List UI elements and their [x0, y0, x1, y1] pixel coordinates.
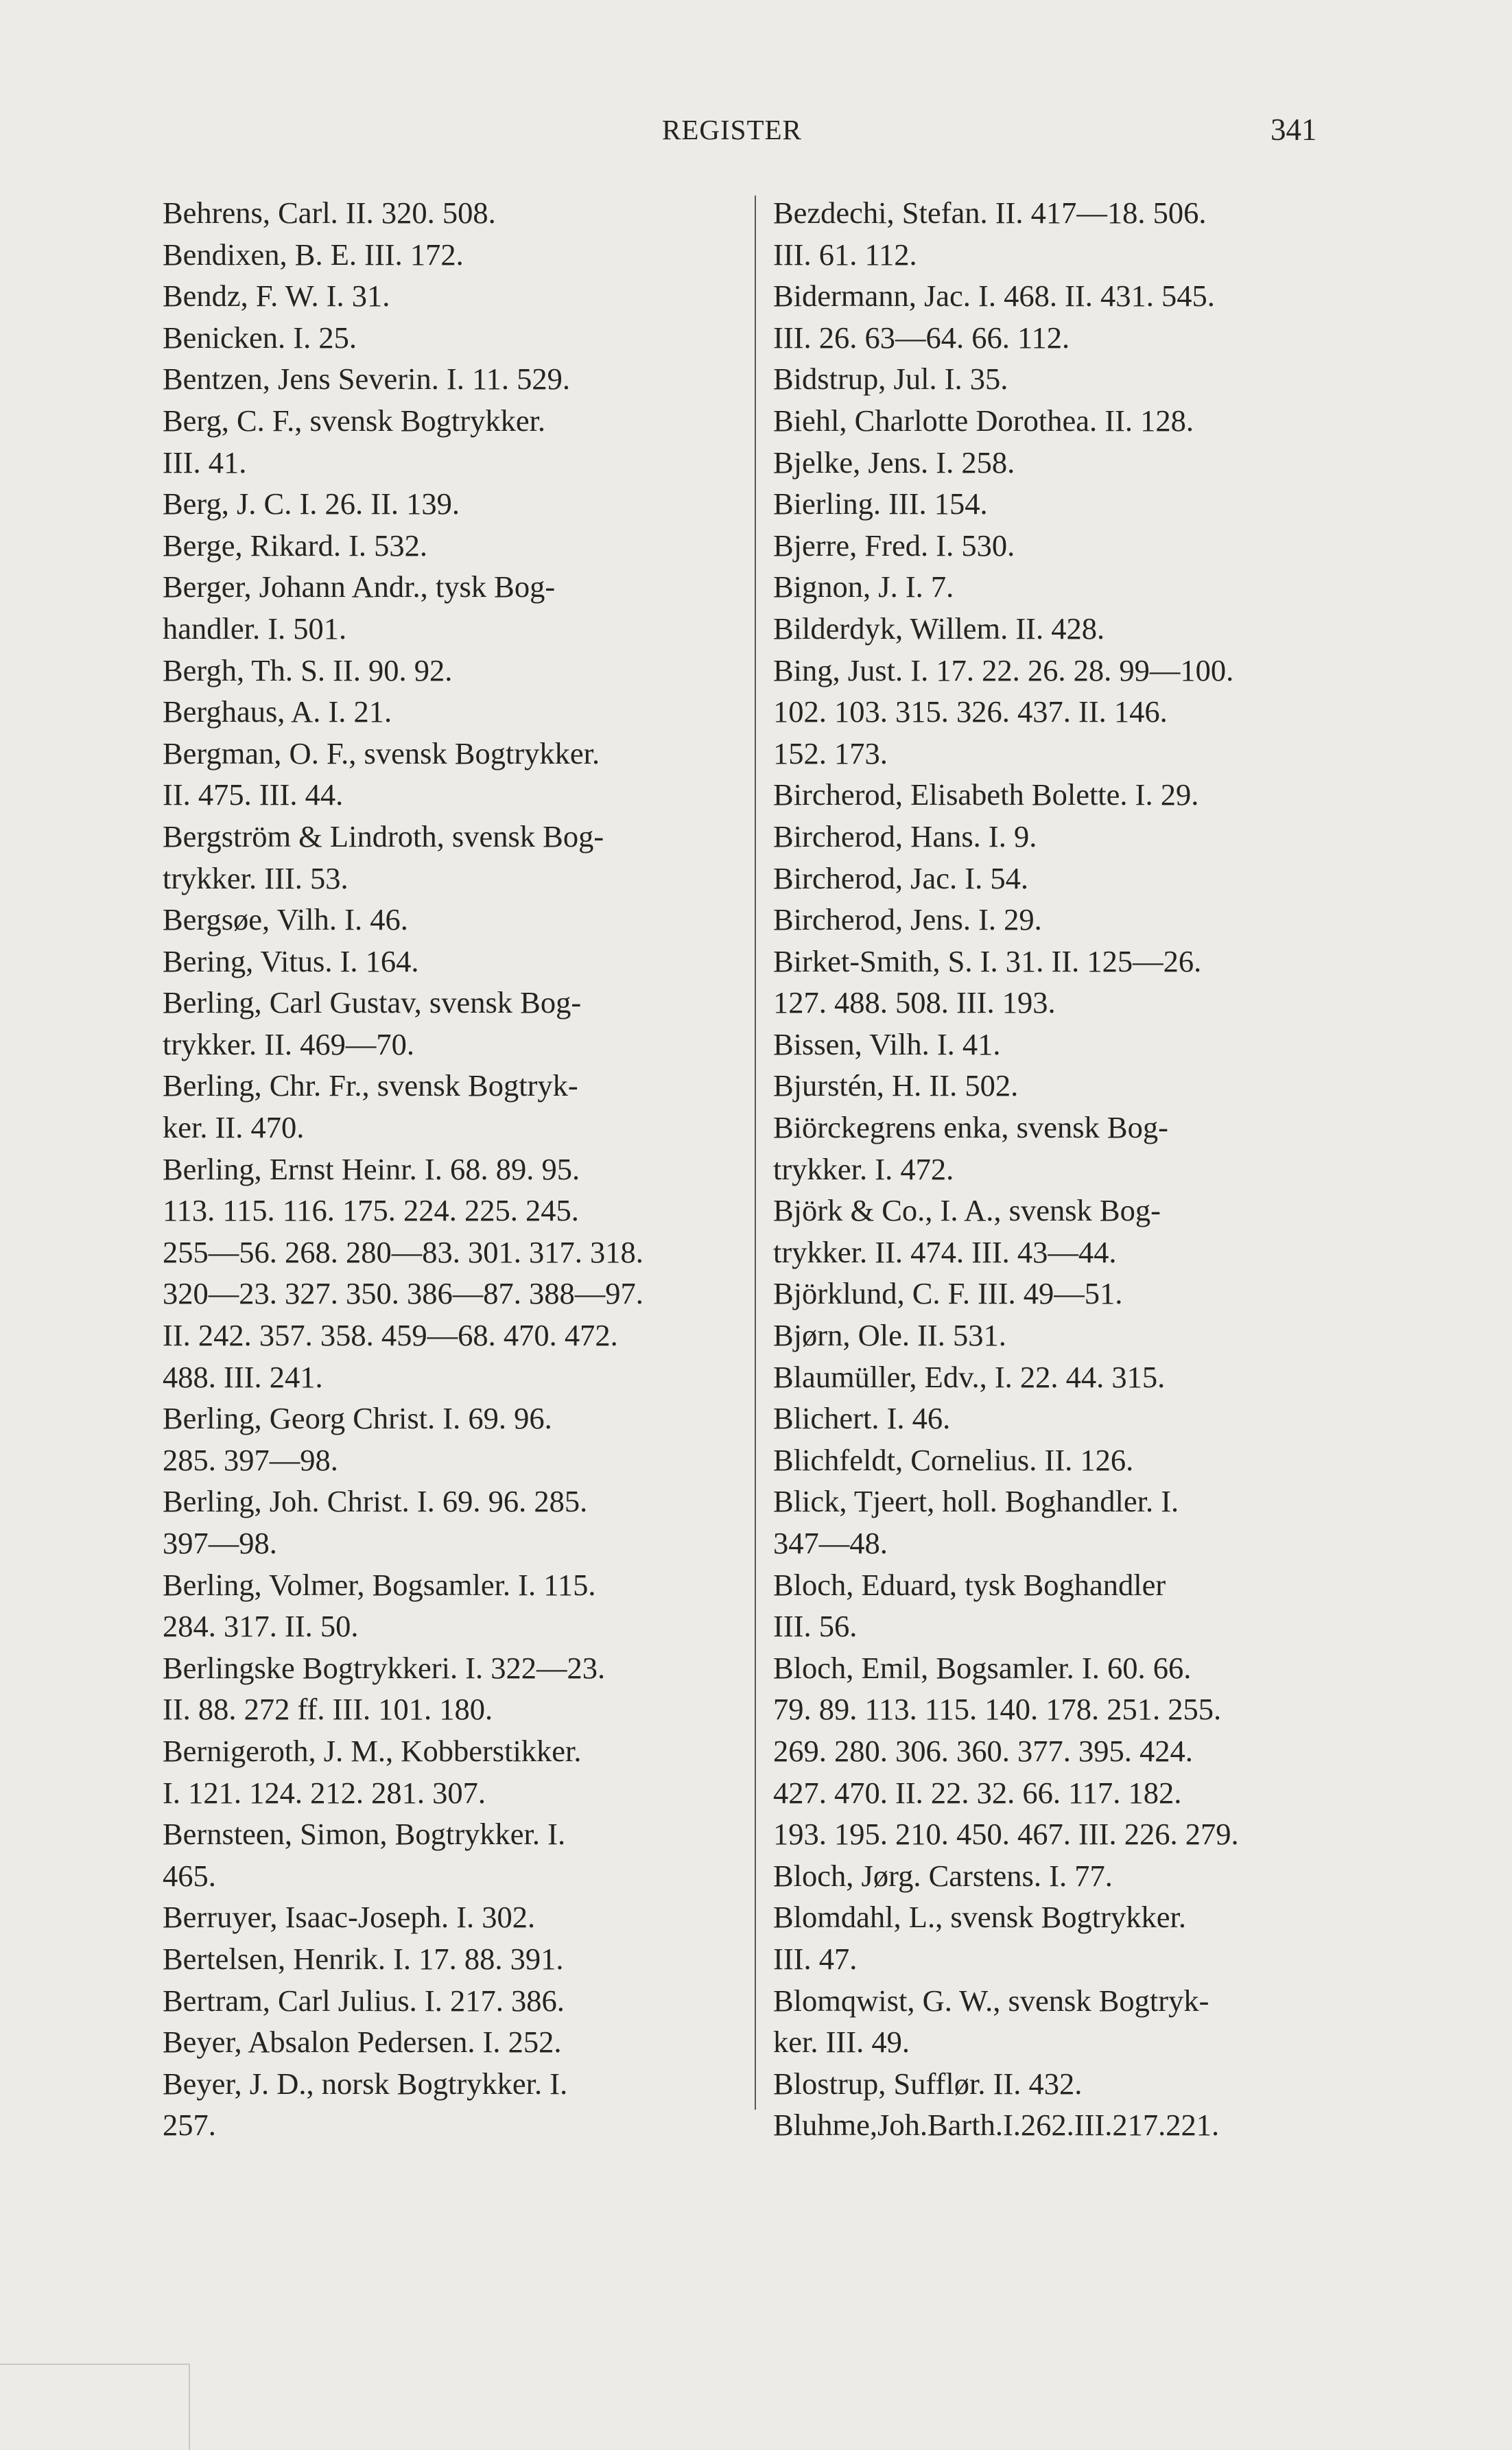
index-entry-line: Bidstrup, Jul. I. 35. [773, 362, 1008, 397]
index-entry-line: I. 121. 124. 212. 281. 307. [163, 1775, 486, 1810]
index-entry [163, 1730, 742, 1813]
index-entry [773, 483, 1353, 525]
index-entry [773, 1564, 1353, 1647]
index-entry-line: Berling, Joh. Christ. I. 69. 96. 285. [163, 1484, 588, 1519]
index-entry [163, 275, 742, 317]
index-entry [163, 2021, 742, 2063]
index-entry [163, 2063, 742, 2146]
index-entry-line: 102. 103. 315. 326. 437. II. 146. [773, 694, 1168, 729]
index-entry [163, 691, 742, 733]
index-entry [773, 774, 1353, 816]
index-entry-line: Bircherod, Jens. I. 29. [773, 902, 1042, 937]
index-entry-line: Blick, Tjeert, holl. Boghandler. I. [773, 1484, 1179, 1519]
index-entry [163, 1065, 742, 1148]
index-entry-line: II. 88. 272 ff. III. 101. 180. [163, 1692, 493, 1727]
index-entry [163, 1896, 742, 1938]
index-entry-line: trykker. II. 474. III. 43—44. [773, 1234, 1117, 1269]
index-entry-line: 347—48. [773, 1526, 888, 1560]
page-tab-stub [0, 2364, 190, 2450]
index-entry-line: III. 41. [163, 445, 247, 480]
index-entry [773, 2104, 1353, 2146]
index-entry [773, 1190, 1353, 1273]
index-entry [773, 816, 1353, 858]
index-entry-line: Bluhme,Joh.Barth.I.262.III.217.221. [773, 2108, 1220, 2143]
index-entry [773, 358, 1353, 400]
index-entry-line: 397—98. [163, 1526, 277, 1560]
index-entry [773, 1439, 1353, 1481]
index-entry-line: Berling, Ernst Heinr. I. 68. 89. 95. [163, 1151, 580, 1186]
index-entry-line: Beyer, Absalon Pedersen. I. 252. [163, 2025, 562, 2060]
index-entry-line: Blomdahl, L., svensk Bogtrykker. [773, 1900, 1186, 1935]
index-entry [163, 1813, 742, 1896]
index-entry-line: Beyer, J. D., norsk Bogtrykker. I. [163, 2066, 568, 2101]
index-entry-line: Bernsteen, Simon, Bogtrykker. I. [163, 1817, 566, 1852]
index-entry [773, 1855, 1353, 1897]
index-entry-line: III. 26. 63—64. 66. 112. [773, 320, 1070, 355]
index-entry [773, 1647, 1353, 1855]
index-entry [163, 400, 742, 483]
index-entry-line: 427. 470. II. 22. 32. 66. 117. 182. [773, 1775, 1182, 1810]
index-entry [773, 1481, 1353, 1564]
index-entry [773, 858, 1353, 899]
index-entry-line: Bergström & Lindroth, svensk Bog- [163, 818, 604, 853]
index-entry-line: III. 56. [773, 1609, 858, 1644]
index-entry-line: Bissen, Vilh. I. 41. [773, 1026, 1001, 1061]
index-entry-line: Bergh, Th. S. II. 90. 92. [163, 652, 453, 687]
index-entry [163, 816, 742, 899]
index-entry-line: Bertelsen, Henrik. I. 17. 88. 391. [163, 1941, 564, 1976]
index-column-right [773, 192, 1353, 2146]
index-entry-line: 255—56. 268. 280—83. 301. 317. 318. [163, 1234, 643, 1269]
index-entry-line: Bloch, Eduard, tysk Boghandler [773, 1567, 1166, 1602]
index-entry-line: handler. I. 501. [163, 611, 347, 646]
index-entry [773, 525, 1353, 567]
index-entry [163, 1980, 742, 2022]
index-entry [163, 566, 742, 649]
index-entry-line: Bjerre, Fred. I. 530. [773, 528, 1015, 563]
index-entry [163, 358, 742, 400]
index-entry [773, 2063, 1353, 2105]
index-entry-line: trykker. I. 472. [773, 1151, 954, 1186]
index-entry [773, 1980, 1353, 2063]
index-entry [773, 192, 1353, 275]
index-entry [163, 733, 742, 816]
index-entry-line: Bidermann, Jac. I. 468. II. 431. 545. [773, 279, 1215, 314]
index-entry-line: Bignon, J. I. 7. [773, 569, 954, 604]
index-entry-line: Berruyer, Isaac-Joseph. I. 302. [163, 1900, 536, 1935]
index-entry [163, 192, 742, 234]
index-entry-line: III. 47. [773, 1941, 858, 1976]
index-entry [773, 400, 1353, 442]
index-entry [163, 1647, 742, 1730]
page-number: 341 [1271, 113, 1317, 147]
index-entry-line: Bergsøe, Vilh. I. 46. [163, 902, 408, 937]
index-entry-line: Berg, J. C. I. 26. II. 139. [163, 486, 460, 521]
index-entry-line: Biörckegrens enka, svensk Bog- [773, 1110, 1168, 1145]
index-entry-line: Berger, Johann Andr., tysk Bog- [163, 569, 556, 604]
page-header [0, 113, 1512, 161]
index-entry-line: Bing, Just. I. 17. 22. 26. 28. 99—100. [773, 652, 1234, 687]
index-entry [773, 442, 1353, 484]
running-title: REGISTER [662, 114, 802, 145]
index-entry-line: Berling, Georg Christ. I. 69. 96. [163, 1401, 552, 1436]
index-entry-line: Bentzen, Jens Severin. I. 11. 529. [163, 362, 571, 397]
index-entry [163, 899, 742, 941]
index-entry-line: Biehl, Charlotte Dorothea. II. 128. [773, 403, 1194, 438]
index-entry [773, 1065, 1353, 1107]
index-entry-line: Bloch, Jørg. Carstens. I. 77. [773, 1858, 1113, 1893]
index-entry [773, 899, 1353, 941]
index-entry-line: 113. 115. 116. 175. 224. 225. 245. [163, 1193, 579, 1228]
index-entry-line: Bircherod, Elisabeth Bolette. I. 29. [773, 777, 1199, 812]
index-entry [163, 1481, 742, 1564]
index-entry-line: Berling, Chr. Fr., svensk Bogtryk- [163, 1068, 578, 1103]
index-entry-line: Berge, Rikard. I. 532. [163, 528, 428, 563]
index-entry-line: 152. 173. [773, 735, 888, 770]
index-entry-line: Berlingske Bogtrykkeri. I. 322—23. [163, 1650, 606, 1685]
index-entry-line: ker. III. 49. [773, 2025, 910, 2060]
index-entry-line: Blichert. I. 46. [773, 1401, 951, 1436]
index-entry-line: Bendixen, B. E. III. 172. [163, 237, 464, 272]
index-entry-line: 257. [163, 2108, 216, 2143]
index-entry-line: Bergman, O. F., svensk Bogtrykker. [163, 735, 600, 770]
index-entry [163, 317, 742, 359]
index-entry-line: Bezdechi, Stefan. II. 417—18. 506. [773, 196, 1207, 230]
index-entry-line: ker. II. 470. [163, 1110, 305, 1145]
index-entry [773, 608, 1353, 650]
index-entry [163, 1938, 742, 1980]
index-entry-line: Blichfeldt, Cornelius. II. 126. [773, 1442, 1134, 1477]
index-entry [163, 1149, 742, 1398]
index-entry-line: Bircherod, Jac. I. 54. [773, 860, 1028, 895]
index-entry-line: Berling, Carl Gustav, svensk Bog- [163, 985, 582, 1020]
index-entry-line: Bjelke, Jens. I. 258. [773, 445, 1015, 480]
index-entry-line: Bircherod, Hans. I. 9. [773, 818, 1037, 853]
index-entry [163, 941, 742, 982]
index-entry [163, 1398, 742, 1481]
index-entry-line: Berling, Volmer, Bogsamler. I. 115. [163, 1567, 596, 1602]
index-entry-line: Bertram, Carl Julius. I. 217. 386. [163, 1983, 565, 2018]
index-entry-line: 127. 488. 508. III. 193. [773, 985, 1056, 1020]
index-entry [773, 1107, 1353, 1190]
index-entry-line: 488. III. 241. [163, 1359, 323, 1394]
index-entry-line: Behrens, Carl. II. 320. 508. [163, 196, 496, 230]
index-entry-line: 269. 280. 306. 360. 377. 395. 424. [773, 1733, 1193, 1768]
index-entry-line: 79. 89. 113. 115. 140. 178. 251. 255. [773, 1692, 1222, 1727]
index-entry-line: Blomqwist, G. W., svensk Bogtryk- [773, 1983, 1209, 2018]
index-entry [773, 1356, 1353, 1398]
index-entry-line: trykker. III. 53. [163, 860, 349, 895]
index-entry-line: Berghaus, A. I. 21. [163, 694, 392, 729]
index-entry-line: Bjurstén, H. II. 502. [773, 1068, 1019, 1103]
index-entry-line: 285. 397—98. [163, 1442, 338, 1477]
column-divider [755, 196, 756, 2110]
index-entry [163, 483, 742, 525]
index-entry-line: Bierling. III. 154. [773, 486, 988, 521]
index-entry [773, 1024, 1353, 1065]
index-entry-line: trykker. II. 469—70. [163, 1026, 415, 1061]
index-column-left [163, 192, 742, 2146]
index-entry-line: Björk & Co., I. A., svensk Bog- [773, 1193, 1161, 1228]
index-entry [163, 982, 742, 1065]
index-entry-line: Blaumüller, Edv., I. 22. 44. 315. [773, 1359, 1166, 1394]
index-entry [773, 650, 1353, 775]
index-entry [163, 525, 742, 567]
index-entry [773, 1315, 1353, 1356]
index-entry-line: Bernigeroth, J. M., Kobberstikker. [163, 1733, 582, 1768]
index-entry-line: 320—23. 327. 350. 386—87. 388—97. [163, 1276, 643, 1311]
index-entry-line: Blostrup, Sufflør. II. 432. [773, 2066, 1083, 2101]
index-entry [773, 1398, 1353, 1439]
index-entry-line: II. 242. 357. 358. 459—68. 470. 472. [163, 1318, 618, 1353]
index-entry-line: II. 475. III. 44. [163, 777, 344, 812]
index-entry [773, 275, 1353, 358]
index-entry-line: 465. [163, 1858, 216, 1893]
index-entry-line: Bloch, Emil, Bogsamler. I. 60. 66. [773, 1650, 1192, 1685]
index-entry-line: 284. 317. II. 50. [163, 1609, 359, 1644]
index-entry-line: 193. 195. 210. 450. 467. III. 226. 279. [773, 1817, 1239, 1852]
index-entry-line: Birket-Smith, S. I. 31. II. 125—26. [773, 943, 1202, 978]
index-entry [773, 566, 1353, 608]
index-entry [773, 941, 1353, 1024]
index-entry-line: Bjørn, Ole. II. 531. [773, 1318, 1006, 1353]
index-entry-line: Bendz, F. W. I. 31. [163, 279, 390, 314]
index-entry [773, 1896, 1353, 1979]
index-entry-line: Björklund, C. F. III. 49—51. [773, 1276, 1123, 1311]
index-entry [163, 234, 742, 276]
index-entry-line: Benicken. I. 25. [163, 320, 357, 355]
index-entry-line: III. 61. 112. [773, 237, 917, 272]
index-entry [163, 650, 742, 692]
index-entry-line: Berg, C. F., svensk Bogtrykker. [163, 403, 546, 438]
index-entry [163, 1564, 742, 1647]
index-entry-line: Bilderdyk, Willem. II. 428. [773, 611, 1105, 646]
index-entry [773, 1273, 1353, 1315]
index-entry-line: Bering, Vitus. I. 164. [163, 943, 419, 978]
